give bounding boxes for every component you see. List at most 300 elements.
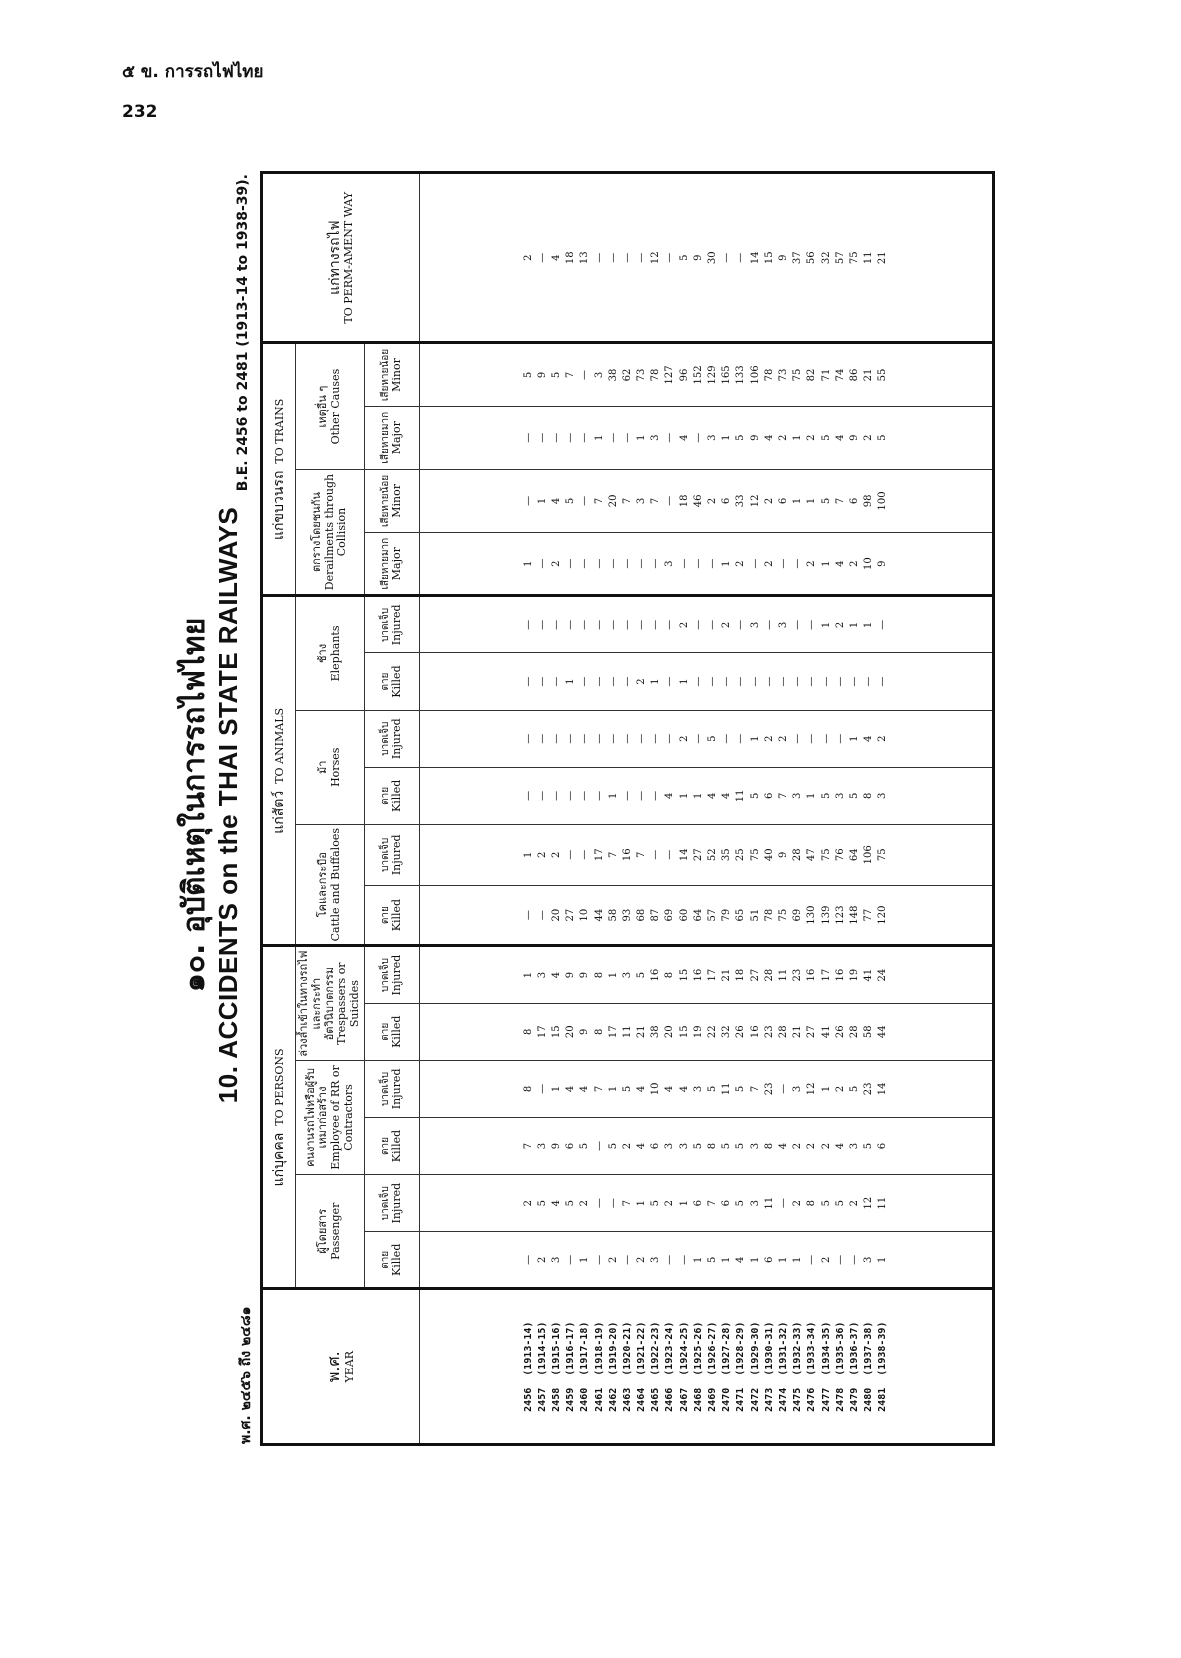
table-cell: — — [820, 676, 832, 687]
table-cell: 11 — [621, 1025, 633, 1039]
table-cell: 33 — [735, 494, 747, 508]
table-cell: 17 — [593, 848, 605, 862]
table-cell: 18 — [565, 251, 577, 265]
table-cell: 133 — [735, 365, 747, 385]
table-cell: — — [664, 432, 676, 443]
table-cell: 1 — [749, 735, 761, 742]
table-cell: 4 — [550, 497, 562, 505]
table-cell: 3 — [792, 1085, 804, 1093]
table-cell: — — [664, 495, 676, 506]
table-cell: 87 — [650, 908, 662, 922]
table-cell: — — [565, 432, 577, 443]
table-cell: 12 — [749, 494, 761, 508]
table-cell: — — [749, 558, 761, 569]
table-cell: 11 — [735, 789, 747, 803]
table-cell: 21 — [877, 251, 889, 265]
permanent-way-header: แก่ทางรถไฟ TO PERM-AMENT WAY — [262, 173, 420, 343]
elephants-injured-header: บาดเจ็บ Injured — [365, 596, 420, 653]
table-cell: 1 — [692, 792, 704, 800]
year-entry: 2476 (1933-34) — [806, 1321, 818, 1412]
table-cell: 5 — [692, 1142, 704, 1150]
table-cell: 5 — [848, 792, 860, 800]
table-cell: 28 — [777, 1025, 789, 1039]
table-cell: 4 — [735, 1256, 747, 1263]
table-cell: 76 — [834, 848, 846, 862]
cattle-injured-header: บาดเจ็บ Injured — [365, 824, 420, 885]
table-cell: — — [579, 733, 591, 744]
table-cell: 2 — [834, 1085, 846, 1093]
table-cell: 5 — [735, 1142, 747, 1150]
table-cell: 30 — [707, 251, 718, 265]
table-cell: 165 — [721, 365, 733, 385]
table-cell: 20 — [550, 908, 562, 922]
table-cell: 4 — [777, 1142, 789, 1150]
table-cell: 15 — [763, 251, 775, 265]
table-cell: — — [777, 558, 789, 569]
year-entry: 2471 (1928-29) — [735, 1321, 747, 1412]
year-entry: 2473 (1930-31) — [763, 1321, 775, 1412]
table-cell: — — [735, 733, 747, 744]
table-cell: 2 — [707, 497, 718, 505]
table-cell: — — [806, 1254, 818, 1265]
table-cell: — — [721, 252, 733, 263]
table-cell: 2 — [678, 621, 690, 629]
table-cell: 98 — [863, 494, 875, 508]
table-cell: 6 — [565, 1142, 577, 1150]
table-cell: — — [721, 733, 733, 744]
table-cell: 23 — [763, 1025, 775, 1039]
year-entry: 2465 (1922-23) — [650, 1321, 662, 1412]
table-cell: 14 — [749, 251, 761, 265]
table-cell: — — [522, 432, 534, 443]
table-cell: 71 — [820, 368, 832, 382]
table-cell: 8 — [522, 1028, 534, 1035]
table-cell: — — [579, 849, 591, 860]
table-cell: 1 — [721, 434, 733, 441]
year-entry: 2474 (1931-32) — [777, 1321, 789, 1412]
table-cell: 4 — [550, 254, 562, 261]
year-entry: 2466 (1923-24) — [664, 1321, 676, 1412]
table-cell: 4 — [834, 560, 846, 567]
year-entry: 2461 (1918-19) — [593, 1321, 605, 1412]
table-cell: — — [678, 1254, 690, 1265]
table-cell: — — [636, 733, 648, 744]
table-cell: 65 — [735, 908, 747, 922]
table-cell: — — [692, 733, 704, 744]
table-cell: 60 — [678, 908, 690, 922]
table-cell: 3 — [749, 1142, 761, 1150]
table-cell: 6 — [763, 792, 775, 800]
table-cell: 6 — [721, 1199, 733, 1207]
table-cell: 5 — [735, 434, 747, 441]
table-cell: — — [522, 1254, 534, 1265]
table-cell: 1 — [593, 434, 605, 441]
year-entry: 2479 (1936-37) — [848, 1321, 860, 1412]
table-cell: 93 — [621, 908, 633, 922]
table-cell: 106 — [863, 845, 875, 865]
table-cell: 3 — [664, 1142, 676, 1150]
table-cell: 17 — [820, 968, 832, 982]
table-cell: — — [621, 790, 633, 801]
year-entry: 2463 (1920-21) — [621, 1321, 633, 1412]
table-cell: 9 — [565, 971, 577, 979]
table-cell: 5 — [650, 1199, 662, 1207]
table-cell: 1 — [792, 497, 804, 505]
table-cell: 2 — [607, 1256, 619, 1263]
table-cell: 2 — [536, 851, 548, 858]
cattle-injured-column — [420, 824, 994, 885]
table-cell: — — [806, 676, 818, 687]
table-cell: 4 — [834, 434, 846, 441]
table-cell: — — [792, 619, 804, 630]
table-cell: — — [863, 676, 875, 687]
table-cell: 17 — [607, 1025, 619, 1039]
derail-minor-header: เสียหายน้อย Minor — [365, 469, 420, 532]
table-cell: — — [536, 790, 548, 801]
table-cell: 17 — [707, 968, 718, 982]
table-title-thai: ๑๐. อุบัติเหตุในการรถไฟไทย — [177, 617, 212, 993]
table-cell: 75 — [749, 848, 761, 862]
table-cell: — — [522, 676, 534, 687]
table-cell: 3 — [536, 971, 548, 979]
table-cell: 7 — [749, 1085, 761, 1093]
other-major-header: เสียหายมาก Major — [365, 406, 420, 469]
table-cell: 1 — [522, 971, 534, 979]
table-cell: 78 — [650, 368, 662, 382]
table-cell: 4 — [636, 1085, 648, 1093]
year-entry: 2480 (1937-38) — [863, 1321, 875, 1412]
table-cell: — — [621, 1254, 633, 1265]
other-minor-header: เสียหายน้อย Minor — [365, 343, 420, 406]
table-cell: — — [621, 676, 633, 687]
table-cell: 26 — [834, 1025, 846, 1039]
table-cell: 82 — [806, 368, 818, 382]
table-cell: 16 — [806, 968, 818, 982]
table-cell: 15 — [678, 1025, 690, 1039]
table-cell: — — [707, 619, 718, 630]
table-cell: — — [593, 1141, 605, 1152]
running-header: ๕ ข. การรถไฟไทย — [122, 62, 264, 82]
table-cell: 6 — [650, 1142, 662, 1150]
year-entry: 2456 (1913-14) — [522, 1321, 534, 1412]
employee-killed-column — [420, 1117, 994, 1174]
table-cell: 1 — [536, 497, 548, 505]
table-cell: 20 — [565, 1025, 577, 1039]
table-cell: 25 — [735, 848, 747, 862]
table-cell: 58 — [607, 908, 619, 922]
table-cell: 7 — [621, 1199, 633, 1207]
table-cell: 7 — [565, 371, 577, 379]
table-cell: 19 — [848, 968, 860, 982]
table-cell: — — [707, 676, 718, 687]
table-cell: — — [565, 790, 577, 801]
table-cell: — — [565, 849, 577, 860]
cattle-killed-column — [420, 885, 994, 946]
table-cell: — — [579, 432, 591, 443]
table-cell: 3 — [650, 434, 662, 441]
table-cell: 3 — [848, 1142, 860, 1150]
passenger-killed-header: ตาย Killed — [365, 1232, 420, 1289]
table-cell: 21 — [792, 1025, 804, 1039]
table-cell: — — [607, 252, 619, 263]
table-cell: 5 — [863, 1142, 875, 1150]
table-cell: — — [593, 252, 605, 263]
year-entry: 2460 (1917-18) — [579, 1321, 591, 1412]
table-cell: 73 — [777, 368, 789, 382]
table-cell: — — [579, 369, 591, 380]
table-cell: 28 — [763, 968, 775, 982]
table-cell: — — [593, 619, 605, 630]
table-cell: 4 — [863, 735, 875, 742]
table-cell: 62 — [621, 368, 633, 382]
table-cell: — — [777, 676, 789, 687]
table-cell: 3 — [621, 971, 633, 979]
table-cell: — — [621, 558, 633, 569]
table-cell: 1 — [636, 434, 648, 441]
table-cell: 5 — [522, 371, 534, 379]
table-cell: 3 — [777, 621, 789, 629]
table-cell: 9 — [579, 971, 591, 979]
table-cell: 9 — [777, 851, 789, 858]
table-cell: 1 — [522, 560, 534, 567]
table-cell: 52 — [707, 848, 718, 862]
table-cell: 1 — [636, 1199, 648, 1207]
table-cell: 7 — [707, 1199, 718, 1207]
table-cell: 4 — [834, 1142, 846, 1150]
table-cell: — — [621, 432, 633, 443]
table-cell: 5 — [550, 371, 562, 379]
table-cell: 13 — [579, 251, 591, 265]
table-cell: 5 — [707, 1256, 718, 1263]
table-cell: 78 — [763, 908, 775, 922]
year-entry: 2477 (1934-35) — [820, 1321, 832, 1412]
horses-killed-header: ตาย Killed — [365, 767, 420, 824]
table-cell: 1 — [607, 792, 619, 800]
table-cell: 5 — [877, 434, 889, 441]
table-cell: 21 — [863, 368, 875, 382]
table-cell: — — [636, 619, 648, 630]
table-cell: 14 — [678, 848, 690, 862]
table-cell: 4 — [565, 1085, 577, 1093]
table-cell: 3 — [550, 1256, 562, 1263]
table-cell: 8 — [763, 1142, 775, 1150]
table-cell: 23 — [763, 1082, 775, 1096]
table-cell: — — [536, 910, 548, 921]
table-cell: 6 — [848, 497, 860, 505]
table-cell: 1 — [820, 560, 832, 567]
table-cell: — — [593, 733, 605, 744]
table-cell: 2 — [550, 851, 562, 858]
year-entry: 2472 (1929-30) — [749, 1321, 761, 1412]
elephants-killed-column — [420, 653, 994, 710]
table-cell: 1 — [678, 792, 690, 800]
table-cell: 2 — [763, 497, 775, 505]
table-cell: — — [621, 619, 633, 630]
table-cell: 2 — [763, 560, 775, 567]
table-cell: 10 — [863, 557, 875, 571]
year-entry: 2475 (1932-33) — [792, 1321, 804, 1412]
table-cell: 5 — [536, 1199, 548, 1207]
table-cell: — — [692, 558, 704, 569]
table-cell: 3 — [792, 792, 804, 800]
table-cell: 8 — [522, 1085, 534, 1093]
table-cell: 64 — [692, 908, 704, 922]
table-cell: — — [550, 790, 562, 801]
table-cell: 27 — [565, 908, 577, 922]
derail-minor-column — [420, 469, 994, 532]
table-cell: 1 — [678, 678, 690, 685]
table-cell: 139 — [820, 905, 832, 925]
table-cell: — — [522, 733, 534, 744]
table-cell: 23 — [792, 968, 804, 982]
table-cell: 9 — [550, 1142, 562, 1150]
table-cell: — — [565, 1254, 577, 1265]
table-cell: 3 — [749, 1199, 761, 1207]
table-cell: — — [565, 733, 577, 744]
table-cell: 3 — [834, 792, 846, 800]
table-cell: 3 — [707, 434, 718, 441]
table-cell: — — [820, 733, 832, 744]
table-cell: 4 — [550, 1199, 562, 1207]
trespass-injured-header: บาดเจ็บ Injured — [365, 946, 420, 1003]
table-cell: 9 — [536, 371, 548, 379]
table-cell: 7 — [834, 497, 846, 505]
table-cell: 24 — [877, 968, 889, 982]
table-cell: 1 — [607, 1085, 619, 1093]
table-cell: 75 — [877, 848, 889, 862]
table-cell: 51 — [749, 908, 761, 922]
table-cell: 5 — [820, 1199, 832, 1207]
table-cell: 27 — [806, 1025, 818, 1039]
table-cell: 44 — [877, 1025, 889, 1039]
table-cell: 69 — [792, 908, 804, 922]
table-cell: 1 — [877, 1256, 889, 1263]
table-cell: 37 — [792, 251, 804, 265]
table-cell: 32 — [820, 251, 832, 265]
year-entry: 2462 (1919-20) — [607, 1321, 619, 1412]
table-cell: — — [636, 558, 648, 569]
table-cell: 1 — [749, 1256, 761, 1263]
table-cell: 18 — [735, 968, 747, 982]
table-cell: 3 — [636, 497, 648, 505]
table-cell: 4 — [721, 792, 733, 800]
table-cell: — — [650, 849, 662, 860]
table-cell: 23 — [863, 1082, 875, 1096]
table-cell: 4 — [636, 1142, 648, 1150]
year-entry: 2459 (1916-17) — [565, 1321, 577, 1412]
table-cell: 3 — [863, 1256, 875, 1263]
table-cell: 64 — [848, 848, 860, 862]
table-cell: — — [721, 676, 733, 687]
table-cell: 11 — [763, 1196, 775, 1210]
table-cell: 7 — [522, 1142, 534, 1150]
cattle-header: โคและกระบือ Cattle and Buffaloes — [296, 824, 365, 946]
table-cell: 41 — [820, 1025, 832, 1039]
permanent-way-column — [420, 173, 994, 343]
table-cell: — — [735, 252, 747, 263]
table-cell: — — [593, 790, 605, 801]
horses-injured-header: บาดเจ็บ Injured — [365, 710, 420, 767]
table-cell: 1 — [777, 1256, 789, 1263]
table-cell: 32 — [721, 1025, 733, 1039]
table-cell: 127 — [664, 365, 676, 385]
table-cell: 6 — [692, 1199, 704, 1207]
table-cell: — — [636, 252, 648, 263]
table-cell: — — [607, 676, 619, 687]
table-cell: 2 — [863, 434, 875, 441]
year-entry: 2464 (1921-22) — [636, 1321, 648, 1412]
passenger-injured-header: บาดเจ็บ Injured — [365, 1175, 420, 1232]
table-cell: — — [522, 910, 534, 921]
table-cell: 15 — [550, 1025, 562, 1039]
rotated-table-page — [165, 160, 1025, 1450]
table-cell: 15 — [678, 968, 690, 982]
horses-header: ม้า Horses — [296, 710, 365, 824]
table-cell: 5 — [678, 254, 690, 261]
table-cell: 16 — [834, 968, 846, 982]
table-cell: 2 — [664, 1199, 676, 1207]
table-cell: — — [848, 1254, 860, 1265]
table-cell: — — [550, 676, 562, 687]
table-cell: 129 — [707, 365, 718, 385]
table-cell: 2 — [877, 735, 889, 742]
derailments-header: ตกรางโดยชนกัน Derailments through Collision — [296, 469, 365, 595]
table-cell: 5 — [749, 792, 761, 800]
table-cell: — — [579, 495, 591, 506]
table-cell: — — [664, 676, 676, 687]
table-cell: 2 — [536, 1256, 548, 1263]
table-cell: 11 — [721, 1082, 733, 1096]
table-cell: 5 — [607, 1142, 619, 1150]
table-cell: 9 — [777, 254, 789, 261]
table-body-row — [420, 173, 994, 1445]
table-cell: — — [636, 790, 648, 801]
table-cell: 2 — [848, 1199, 860, 1207]
table-cell: 8 — [593, 1028, 605, 1035]
table-cell: 2 — [636, 678, 648, 685]
table-cell: 7 — [636, 851, 648, 858]
accidents-table — [260, 171, 995, 1446]
table-cell: 5 — [848, 1085, 860, 1093]
table-cell: 55 — [877, 368, 889, 382]
table-cell: 1 — [692, 1256, 704, 1263]
table-cell: 41 — [863, 968, 875, 982]
table-cell: — — [550, 733, 562, 744]
table-cell: 22 — [707, 1025, 718, 1039]
date-range-english: B.E. 2456 to 2481 (1913-14 to 1938-39). — [235, 174, 251, 492]
table-cell: — — [550, 432, 562, 443]
table-cell: 2 — [522, 1199, 534, 1207]
other-major-column — [420, 406, 994, 469]
page-number: 232 — [122, 102, 158, 122]
table-cell: 2 — [678, 735, 690, 742]
table-cell: 38 — [607, 368, 619, 382]
table-cell: 1 — [848, 621, 860, 629]
table-cell: 79 — [721, 908, 733, 922]
table-cell: — — [565, 558, 577, 569]
table-cell: — — [593, 676, 605, 687]
table-cell: 26 — [735, 1025, 747, 1039]
table-cell: 4 — [763, 434, 775, 441]
table-cell: — — [664, 849, 676, 860]
table-cell: — — [848, 676, 860, 687]
table-cell: — — [593, 1254, 605, 1265]
table-cell: 77 — [863, 908, 875, 922]
table-cell: — — [877, 676, 889, 687]
table-cell: 5 — [721, 1142, 733, 1150]
table-cell: — — [834, 733, 846, 744]
table-cell: 8 — [863, 792, 875, 800]
